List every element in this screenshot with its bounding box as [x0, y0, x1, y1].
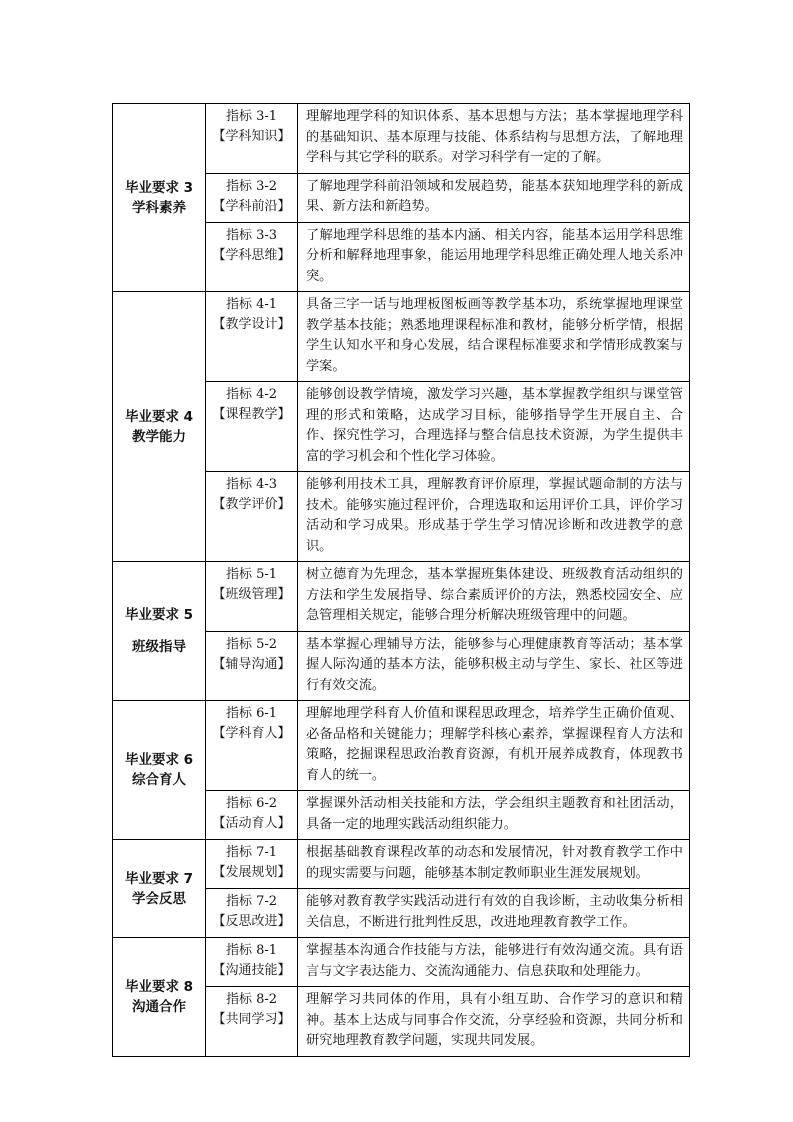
indicator-name: 【教学设计】 [212, 317, 291, 332]
indicator-cell [206, 938, 298, 987]
indicator-cell [206, 840, 298, 889]
indicator-name: 【学科育人】 [212, 726, 291, 741]
requirement-cell [113, 104, 206, 292]
table-row [113, 104, 690, 174]
table-row [113, 292, 690, 382]
requirement-subtitle: 沟通合作 [132, 998, 186, 1015]
indicator-description: 理解学习共同体的作用，具有小组互助、合作学习的意识和精神。基本上达成与同事合作交流，分享经验和资源，共同分析和研究地理教育教学问题，实现共同发展。 [298, 987, 690, 1057]
graduation-requirements-table [112, 103, 690, 1057]
indicator-cell [206, 382, 298, 472]
indicator-code: 指标 8-2 [225, 992, 278, 1007]
requirement-cell [113, 292, 206, 562]
indicator-code: 指标 4-1 [225, 297, 278, 312]
indicator-name: 【发展规划】 [212, 865, 291, 880]
indicator-description: 掌握基本沟通合作技能与方法，能够进行有效沟通交流。具有语言与文字表达能力、交流沟通能力、信息获取和处理能力。 [298, 938, 690, 987]
indicator-name: 【沟通技能】 [212, 963, 291, 978]
indicator-cell [206, 472, 298, 562]
requirement-title: 毕业要求 5 [124, 607, 194, 623]
indicator-code: 指标 6-2 [225, 796, 278, 811]
indicator-name: 【学科前沿】 [212, 198, 291, 214]
table-row [113, 938, 690, 987]
requirement-title: 毕业要求 4 [124, 408, 194, 425]
indicator-description: 基本掌握心理辅导方法，能够参与心理健康教育等活动；基本掌握人际沟通的基本方法，能够积极主动与学生、家长、社区等进行有效交流。 [298, 631, 690, 701]
indicator-name: 【辅导沟通】 [212, 656, 291, 672]
requirement-subtitle: 学科素养 [132, 199, 186, 216]
requirement-title: 毕业要求 8 [124, 978, 194, 995]
requirement-subtitle: 教学能力 [132, 428, 186, 445]
indicator-cell [206, 791, 298, 840]
indicator-description: 能够利用技术工具，理解教育评价原理，掌握试题命制的方法与技术。能够实施过程评价，合理选取和运用评价工具，评价学习活动和学习成果。形成基于学生学习情况诊断和改进教学的意识。 [298, 472, 690, 562]
indicator-name: 【学科思维】 [212, 247, 291, 263]
indicator-description: 能够创设教学情境，激发学习兴趣，基本掌握教学组织与课堂管理的形式和策略，达成学习目标，能够指导学生开展自主、合作、探究性学习，合理选择与整合信息技术资源，为学生提供丰富的学习机会和个性化学习体验。 [298, 382, 690, 472]
indicator-code: 指标 7-1 [225, 845, 278, 860]
requirement-subtitle: 学会反思 [132, 890, 186, 907]
indicator-name: 【课程教学】 [212, 407, 291, 422]
indicator-name: 【学科知识】 [212, 129, 291, 144]
indicator-description: 能够对教育教学实践活动进行有效的自我诊断，主动收集分析相关信息，不断进行批判性反思，改进地理教育教学工作。 [298, 889, 690, 938]
requirement-cell [113, 938, 206, 1057]
indicator-cell [206, 222, 298, 292]
indicator-description: 掌握课外活动相关技能和方法，学会组织主题教育和社团活动，具备一定的地理实践活动组织能力。 [298, 791, 690, 840]
indicator-cell [206, 701, 298, 791]
indicator-name: 【活动育人】 [212, 816, 291, 831]
table-row [113, 840, 690, 889]
indicator-name: 【教学评价】 [212, 497, 291, 512]
indicator-name: 【共同学习】 [212, 1012, 291, 1027]
indicator-cell [206, 987, 298, 1057]
requirement-title: 毕业要求 7 [124, 870, 194, 887]
indicator-code: 指标 7-2 [225, 894, 278, 909]
requirement-cell [113, 562, 206, 701]
requirement-title: 毕业要求 3 [124, 179, 194, 196]
indicator-cell [206, 889, 298, 938]
indicator-code: 指标 4-3 [225, 477, 278, 492]
indicator-cell [206, 631, 298, 701]
indicator-code: 指标 3-1 [225, 109, 278, 124]
indicator-cell [206, 173, 298, 222]
indicator-code: 指标 3-3 [225, 227, 278, 243]
indicator-code: 指标 8-1 [225, 943, 278, 958]
indicator-name: 【反思改进】 [212, 914, 291, 929]
indicator-description: 了解地理学科前沿领域和发展趋势，能基本获知地理学科的新成果、新方法和新趋势。 [298, 173, 690, 222]
table-row [113, 562, 690, 632]
requirement-cell [113, 701, 206, 840]
indicator-cell [206, 562, 298, 632]
indicator-description: 根据基础教育课程改革的动态和发展情况，针对教育教学工作中的现实需要与问题，能够基本制定教师职业生涯发展规划。 [298, 840, 690, 889]
requirement-cell [113, 840, 206, 938]
table-row [113, 701, 690, 791]
indicator-code: 指标 5-1 [225, 567, 278, 582]
indicator-code: 指标 6-1 [225, 706, 278, 721]
indicator-cell [206, 104, 298, 174]
indicator-description: 了解地理学科思维的基本内涵、相关内容，能基本运用学科思维分析和解释地理事象，能运用地理学科思维正确处理人地关系冲突。 [298, 222, 690, 292]
requirement-title: 毕业要求 6 [124, 752, 194, 768]
requirement-subtitle: 班级指导 [132, 639, 186, 655]
indicator-description: 理解地理学科的知识体系、基本思想与方法；基本掌握地理学科的基础知识、基本原理与技能、体系结构与思想方法，了解地理学科与其它学科的联系。对学习科学有一定的了解。 [298, 104, 690, 174]
indicator-description: 树立德育为先理念，基本掌握班集体建设、班级教育活动组织的方法和学生发展指导、综合素质评价的方法，熟悉校园安全、应急管理相关规定，能够合理分析解决班级管理中的问题。 [298, 562, 690, 632]
indicator-description: 理解地理学科育人价值和课程思政理念，培养学生正确价值观、必备品格和关键能力；理解学科核心素养，掌握课程育人方法和策略，挖掘课程思政治教育资源，有机开展养成教育，体现教书育人的统一。 [298, 701, 690, 791]
indicator-description: 具备三字一话与地理板图板画等教学基本功，系统掌握地理课堂教学基本技能；熟悉地理课程标准和教材，能够分析学情，根据学生认知水平和身心发展，结合课程标准要求和学情形成教案与学案。 [298, 292, 690, 382]
indicator-name: 【班级管理】 [212, 587, 291, 602]
indicator-cell [206, 292, 298, 382]
indicator-code: 指标 4-2 [225, 387, 278, 402]
requirement-subtitle: 综合育人 [132, 772, 186, 788]
indicator-code: 指标 5-2 [225, 636, 278, 652]
indicator-code: 指标 3-2 [225, 178, 278, 194]
